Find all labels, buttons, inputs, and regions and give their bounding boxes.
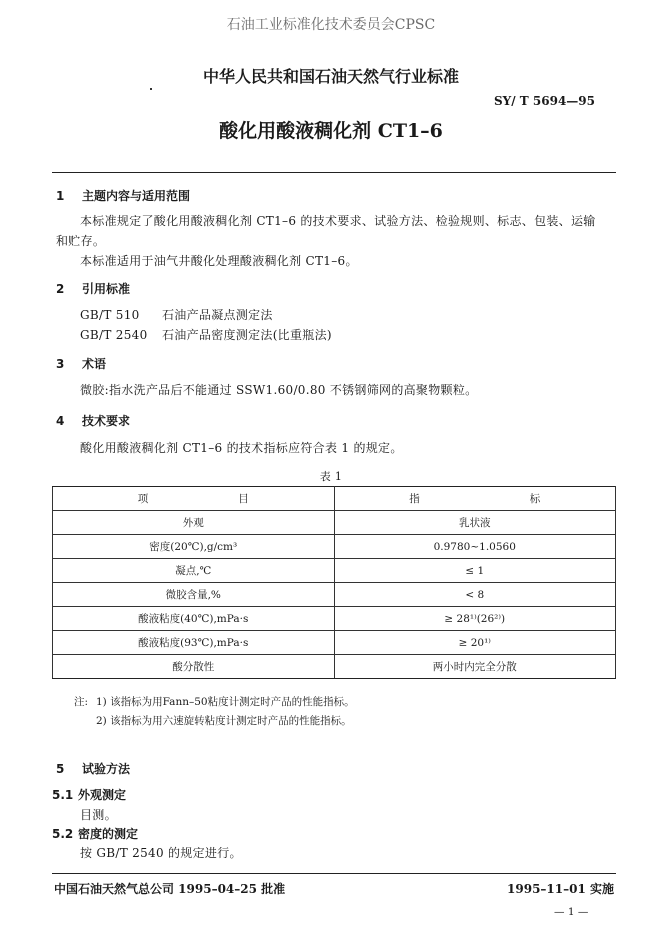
row-item: 密度(20℃),g/cm³ [53, 535, 335, 559]
section-1-para-2: 本标准适用于油气井酸化处理酸液稠化剂 CT1–6。 [80, 254, 358, 268]
approval-line: 中国石油天然气总公司 1995–04–25 批准 [54, 882, 286, 896]
section-2-heading: 2 引用标准 [56, 282, 131, 296]
row-value: ≥ 20¹⁾ [334, 631, 616, 655]
reference-1 [80, 306, 273, 323]
table-note-1: 注: 1) 该指标为用Fann–50粘度计测定时产品的性能指标。 [74, 696, 355, 708]
row-item: 酸液粘度(93℃),mPa·s [53, 631, 335, 655]
table-row [53, 511, 616, 535]
section-4-para-1: 酸化用酸液稠化剂 CT1–6 的技术指标应符合表 1 的规定。 [80, 441, 403, 455]
standard-org-title: 中华人民共和国石油天然气行业标准 [202, 67, 459, 86]
section-5-heading: 5 试验方法 [56, 762, 131, 776]
row-item: 酸分散性 [53, 655, 335, 679]
reference-1-code: GB/T 510 [80, 308, 140, 322]
reference-2-title: 石油产品密度测定法(比重瓶法) [162, 328, 332, 342]
section-5-1-text: 目测。 [80, 808, 117, 822]
scan-speck [150, 88, 152, 90]
table-header-row [53, 487, 616, 511]
row-item: 凝点,℃ [53, 559, 335, 583]
reference-2 [80, 326, 332, 343]
section-5-2-text: 按 GB/T 2540 的规定进行。 [80, 846, 242, 860]
table-row [53, 583, 616, 607]
header-value-cell: 指 标 [334, 487, 616, 511]
table-row [53, 559, 616, 583]
spec-table [52, 486, 616, 679]
row-value: < 8 [334, 583, 616, 607]
watermark-header: 石油工业标准化技术委员会CPSC [226, 17, 436, 33]
document-title: 酸化用酸液稠化剂 CT1–6 [219, 120, 443, 142]
row-value: ≤ 1 [334, 559, 616, 583]
table-note-2: 2) 该指标为用六速旋转粘度计测定时产品的性能指标。 [96, 715, 352, 727]
table-row [53, 655, 616, 679]
row-value: 乳状液 [334, 511, 616, 535]
section-1-para-1-line-2: 和贮存。 [56, 234, 106, 248]
reference-1-title: 石油产品凝点测定法 [162, 308, 273, 322]
section-1-para-1-line-1: 本标准规定了酸化用酸液稠化剂 CT1–6 的技术要求、试验方法、检验规则、标志、包装、运输 [80, 214, 596, 228]
page-number: — 1 — [554, 906, 589, 918]
row-value: ≥ 28¹⁾(26²⁾) [334, 607, 616, 631]
section-5-2-heading: 5.2 密度的测定 [52, 827, 139, 841]
section-3-para-1: 微胶:指水洗产品后不能通过 SSW1.60/0.80 不锈钢筛网的高聚物颗粒。 [80, 383, 478, 397]
header-item-cell: 项 目 [53, 487, 335, 511]
section-4-heading: 4 技术要求 [56, 414, 131, 428]
standard-code: SY/ T 5694—95 [494, 94, 595, 108]
footer-rule [52, 873, 616, 874]
section-3-heading: 3 术语 [56, 357, 107, 371]
section-1-heading: 1 主题内容与适用范围 [56, 189, 191, 203]
row-item: 外观 [53, 511, 335, 535]
table-caption: 表 1 [319, 470, 343, 483]
table-row [53, 535, 616, 559]
table-row [53, 607, 616, 631]
row-value: 0.9780~1.0560 [334, 535, 616, 559]
reference-2-code: GB/T 2540 [80, 328, 148, 342]
row-value: 两小时内完全分散 [334, 655, 616, 679]
header-rule [52, 172, 616, 173]
table-row [53, 631, 616, 655]
section-5-1-heading: 5.1 外观测定 [52, 788, 127, 802]
effective-date: 1995–11–01 实施 [507, 882, 614, 896]
row-item: 微胶含量,% [53, 583, 335, 607]
row-item: 酸液粘度(40℃),mPa·s [53, 607, 335, 631]
